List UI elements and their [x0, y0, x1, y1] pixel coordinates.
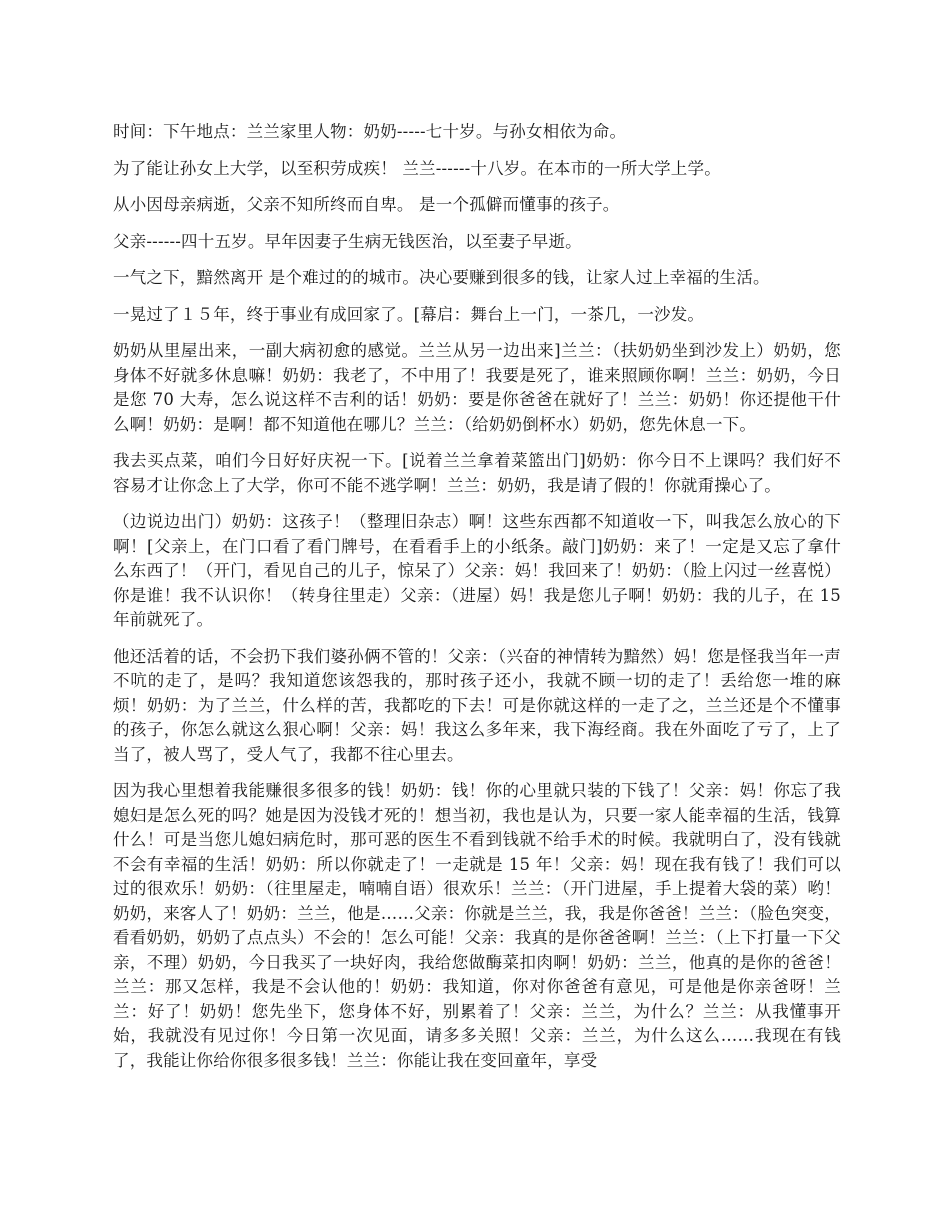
paragraph-cast-father: 父亲------四十五岁。早年因妻子生病无钱医治，以至妻子早逝。 [113, 231, 582, 251]
paragraph-dialogue-1: 奶奶从里屋出来，一副大病初愈的感觉。兰兰从另一边出来]兰兰：（扶奶奶坐到沙发上）奶奶，您身体不好就多休息嘛！奶奶：我老了，不中用了！我要是死了，谁来照顾你啊！兰兰：奶奶，今日是您 70 大寿，怎么说这样不吉利的话！奶奶：要是你爸爸在就好了！兰兰：奶奶！你还提他干什么啊！奶奶：是啊！都不知道他在哪儿？兰兰：（给奶奶倒杯水）奶奶，您先休息一下。 [113, 341, 841, 434]
document-body [113, 120, 841, 1085]
paragraph-curtain-opens: 一晃过了１５年，终于事业有成回家了。[幕启：舞台上一门，一茶几，一沙发。 [113, 304, 705, 324]
paragraph-dialogue-5: 因为我心里想着我能赚很多很多的钱！奶奶：钱！你的心里就只装的下钱了！父亲：妈！你忘了我媳妇是怎么死的吗？她是因为没钱才死的！想当初，我也是认为，只要一家人能幸福的生活，钱算什么！可是当您儿媳妇病危时，那可恶的医生不看到钱就不给手术的时候。我就明白了，没有钱就不会有幸福的生活！奶奶：所以你就走了！一走就是 15 年！父亲：妈！现在我有钱了！我们可以过的很欢乐！奶奶：（往里屋走，喃喃自语）很欢乐！兰兰：（开门进屋，手上提着大袋的菜）哟！奶奶，来客人了！奶奶：兰兰，他是……父亲：你就是兰兰，我，我是你爸爸！兰兰：（脸色突变，看看奶奶，奶奶了点点头）不会的！怎么可能！父亲：我真的是你爸爸啊！兰兰：（上下打量一下父亲，不理）奶奶，今日我买了一块好肉，我给您做酶菜扣肉啊！奶奶：兰兰，他真的是你的爸爸！兰兰：那又怎样，我是不会认他的！奶奶：我知道，你对你爸爸有意见，可是他是你亲爸呀！兰兰：好了！奶奶！您先坐下，您身体不好，别累着了！父亲：兰兰，为什么？兰兰：从我懂事开始，我就没有见过你！今日第一次见面，请多多关照！父亲：兰兰，为什么这么……我现在有钱了，我能让你给你很多很多钱！兰兰：你能让我在变回童年，享受 [113, 781, 841, 1070]
paragraph-dialogue-4: 他还活着的话，不会扔下我们婆孙俩不管的！父亲：（兴奋的神情转为黯然）妈！您是怪我当年一声不吭的走了，是吗？我知道您该怨我的，那时孩子还小，我就不顾一切的走了！丢给您一堆的麻烦！奶奶：为了兰兰，什么样的苦，我都吃的下去！可是你就这样的一走了之，兰兰还是个不懂事的孩子，你怎么就这么狠心啊！父亲：妈！我这么多年来，我下海经商。我在外面吃了亏了，上了当了，被人骂了，受人气了，我都不往心里去。 [113, 646, 841, 764]
paragraph-father-background: 一气之下，黯然离开 是个难过的的城市。决心要赚到很多的钱，让家人过上幸福的生活。 [113, 268, 770, 287]
paragraph-lanlan-background: 从小因母亲病逝，父亲不知所终而自卑。 是一个孤僻而懂事的孩子。 [113, 195, 620, 214]
paragraph-dialogue-2: 我去买点菜，咱们今日好好庆祝一下。[说着兰兰拿着菜篮出门]奶奶：你今日不上课吗？我们好不容易才让你念上了大学，你可不能不逃学啊！兰兰：奶奶，我是请了假的！你就甭操心了。 [113, 451, 841, 495]
paragraph-cast-time: 时间：下午地点：兰兰家里人物：奶奶-----七十岁。与孙女相依为命。 [113, 122, 627, 141]
paragraph-cast-lanlan: 为了能让孙女上大学，以至积劳成疾！ 兰兰------十八岁。在本市的一所大学上学。 [113, 158, 721, 178]
paragraph-dialogue-3: （边说边出门）奶奶：这孩子！（整理旧杂志）啊！这些东西都不知道收一下，叫我怎么放心的下啊！[父亲上，在门口看了看门牌号，在看看手上的小纸条。敲门]奶奶：来了！一定是又忘了拿什么东西了！（开门，看见自己的儿子，惊呆了）父亲：妈！我回来了！奶奶：（脸上闪过一丝喜悦）你是谁！我不认识你！（转身往里走）父亲：（进屋）妈！我是您儿子啊！奶奶：我的儿子，在 15 年前就死了。 [113, 512, 841, 629]
